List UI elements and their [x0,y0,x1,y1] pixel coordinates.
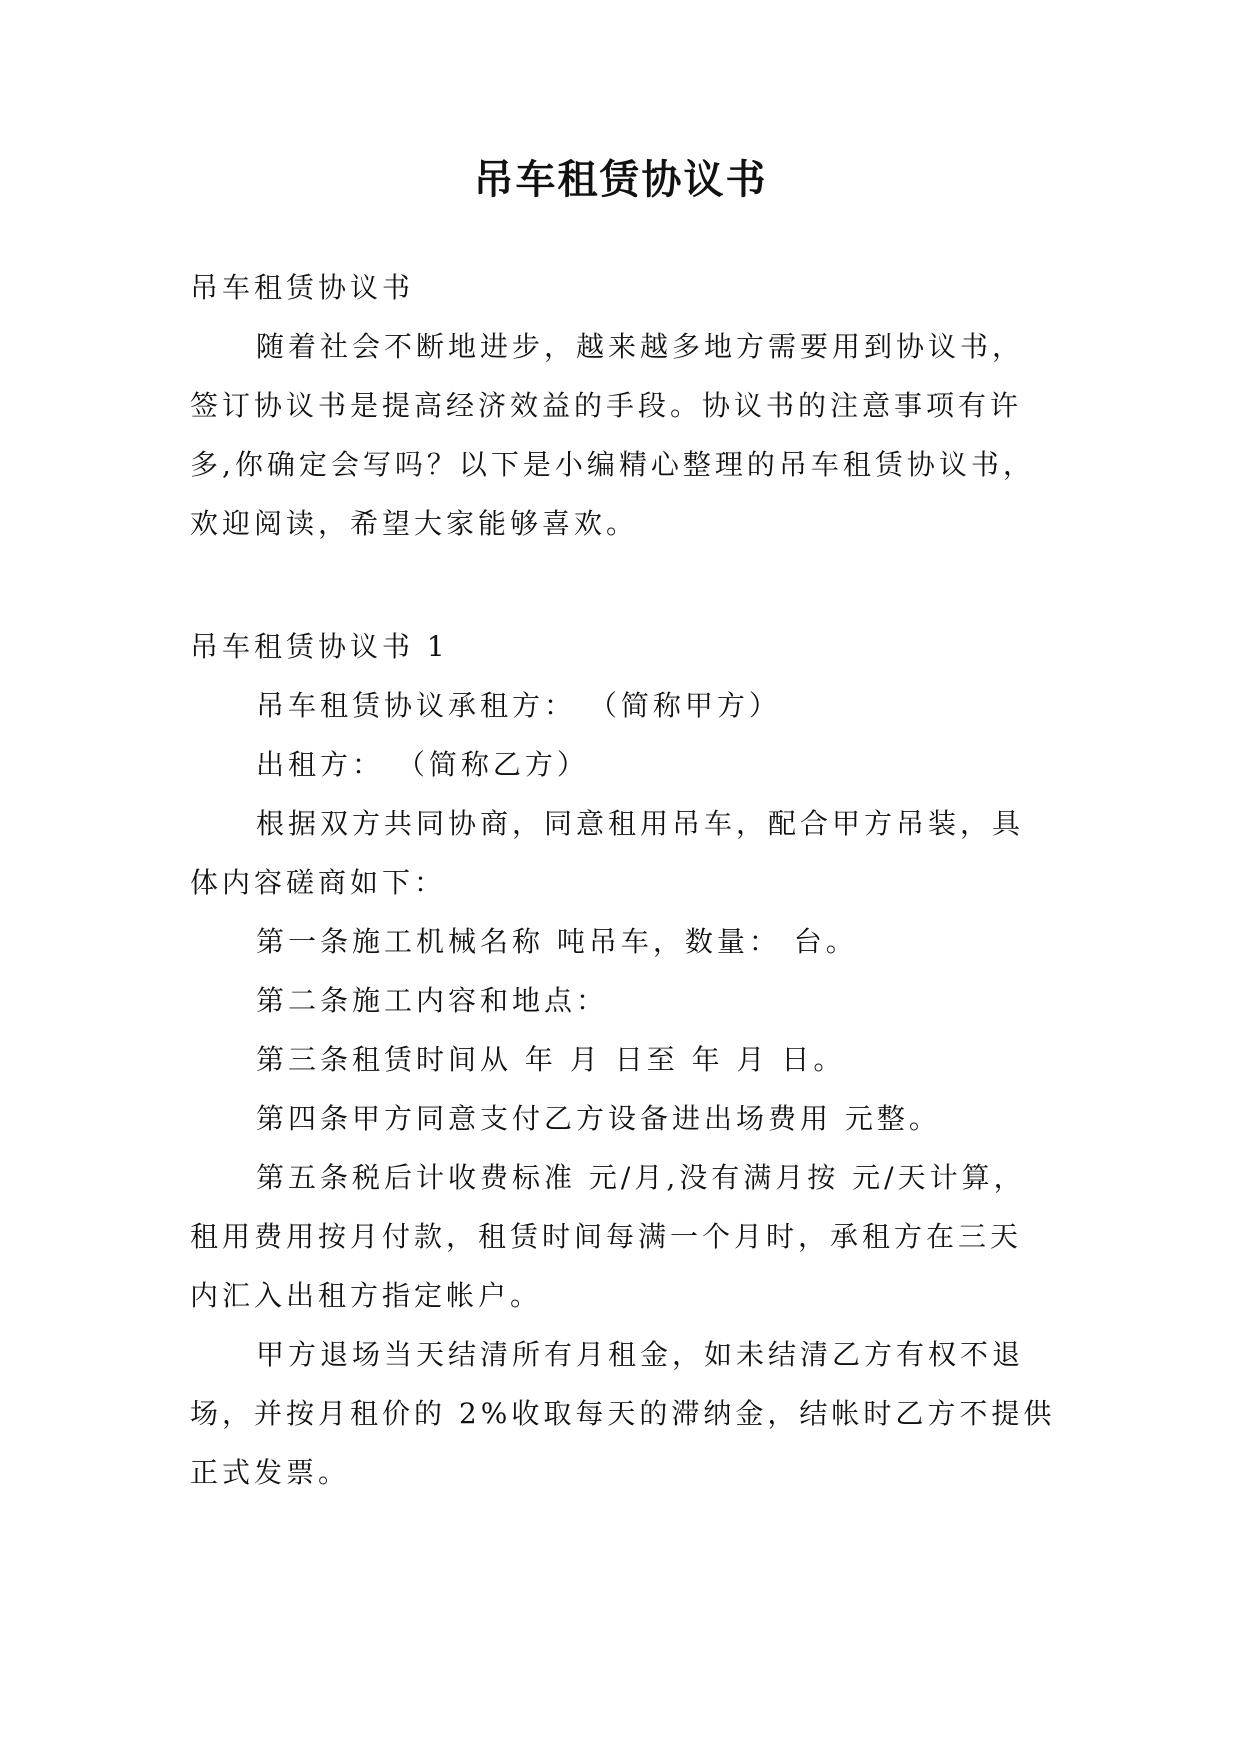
intro-block [190,258,1070,553]
article-3: 第三条租赁时间从 年 月 日至 年 月 日。 [256,1043,846,1076]
article-2: 第二条施工内容和地点： [256,984,609,1017]
document-title: 吊车租赁协议书 [473,156,768,203]
basis-line: 体内容磋商如下： [190,866,447,899]
settlement-line: 场，并按月租价的 2%收取每天的滞纳金，结帐时乙方不提供 [190,1397,1056,1430]
intro-line: 多,你确定会写吗？以下是小编精心整理的吊车租赁协议书， [190,448,1035,481]
lessor-line: 出租方： （简称乙方） [256,748,589,781]
intro-line: 签订协议书是提高经济效益的手段。协议书的注意事项有许 [190,389,1023,422]
agreement-block [190,617,1070,1502]
intro-line: 欢迎阅读，希望大家能够喜欢。 [190,507,639,540]
article-4: 第四条甲方同意支付乙方设备进出场费用 元整。 [256,1102,941,1135]
intro-line: 随着社会不断地进步，越来越多地方需要用到协议书， [256,330,1025,363]
article-5-line: 第五条税后计收费标准 元/月,没有满月按 元/天计算， [256,1161,1026,1194]
article-5-line: 内汇入出租方指定帐户。 [190,1279,543,1312]
article-5-line: 租用费用按月付款，租赁时间每满一个月时，承租方在三天 [190,1220,1023,1253]
settlement-line: 正式发票。 [190,1456,351,1489]
lessee-line: 吊车租赁协议承租方： （简称甲方） [256,689,781,722]
intro-heading: 吊车租赁协议书 [190,271,415,304]
settlement-line: 甲方退场当天结清所有月租金，如未结清乙方有权不退 [256,1338,1025,1371]
section-heading: 吊车租赁协议书 1 [190,630,449,663]
basis-line: 根据双方共同协商，同意租用吊车，配合甲方吊装，具 [256,807,1025,840]
article-1: 第一条施工机械名称 吨吊车，数量： 台。 [256,925,858,958]
